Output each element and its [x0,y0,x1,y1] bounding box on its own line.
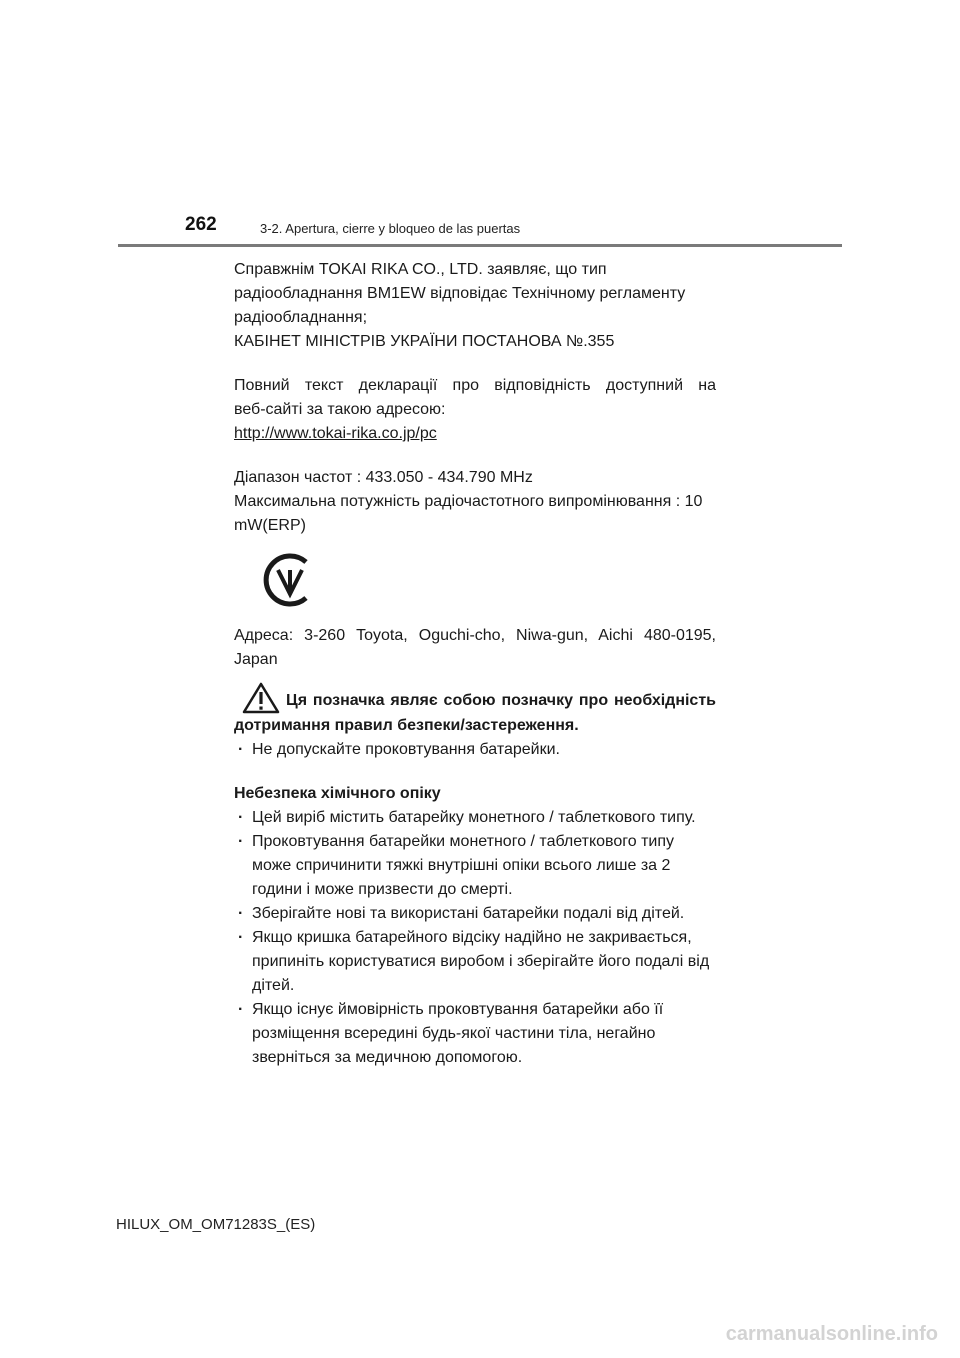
resolution-line: КАБІНЕТ МІНІСТРІВ УКРАЇНИ ПОСТАНОВА №.355 [234,333,615,350]
hazard-bullet: · Цей виріб містить батарейку монетного / таблеткового типу. [234,806,716,830]
hazard-title: Небезпека хімічного опіку [234,785,441,802]
address-line-1: Адреса: 3-260 Toyota, Oguchi-cho, Niwa-gun, Aichi 480-0195, [234,627,716,644]
ukraine-conformity-mark-icon [258,548,322,612]
page-content [234,258,716,1070]
address-line-2: Japan [234,651,278,668]
full-text-line-1: Повний текст декларації про відповідність доступний на [234,377,716,394]
warning-row [234,684,716,714]
hazard-bullet: · Зберігайте нові та використані батарейки подалі від дітей. [234,902,716,926]
warning-bullet: · Не допускайте проковтування батарейки. [234,738,716,762]
watermark: carmanualsonline.info [725,1323,938,1345]
declaration-line-2: радіообладнання BM1EW відповідає Технічному регламенту [234,285,686,302]
hazard-bullet: · Якщо кришка батарейного відсіку надійно не закривається, припиніть користуватися виробом і зберігайте його подалі від дітей. [234,926,716,998]
hazard-bullet: · Якщо існує ймовірність проковтування батарейки або її розміщення всередині будь-якої частини тіла, негайно зверніться за медичною допомогою. [234,998,716,1070]
conformity-mark-area [234,542,716,624]
warning-lead-text: Ця позначка являє собою позначку про необхідність [286,692,716,709]
frequency-range: Діапазон частот : 433.050 - 434.790 MHz [234,469,533,486]
declaration-line-1: Справжнім TOKAI RIKA CO., LTD. заявляє, що тип [234,261,607,278]
footer-document-code: HILUX_OM_OM71283S_(ES) [116,1216,316,1233]
section-title: 3-2. Apertura, cierre y bloqueo de las puertas [260,221,521,236]
page-number: 262 [185,214,217,235]
hazard-bullet: · Проковтування батарейки монетного / таблеткового типу може спричинити тяжкі внутрішні опіки всього лише за 2 години і може призвести до смерті. [234,830,716,902]
max-power-line-1: Максимальна потужність радіочастотного випромінювання : 10 [234,493,703,510]
max-power-line-2: mW(ERP) [234,517,306,534]
warning-rest-text: дотримання правил безпеки/застереження. [234,717,579,734]
warning-triangle-icon [242,682,280,714]
declaration-line-3: радіообладнання; [234,309,368,326]
full-text-line-2: веб-сайті за такою адресою: [234,401,446,418]
header-rule [118,244,842,247]
declaration-url-link[interactable]: http://www.tokai-rika.co.jp/pc [234,425,437,442]
